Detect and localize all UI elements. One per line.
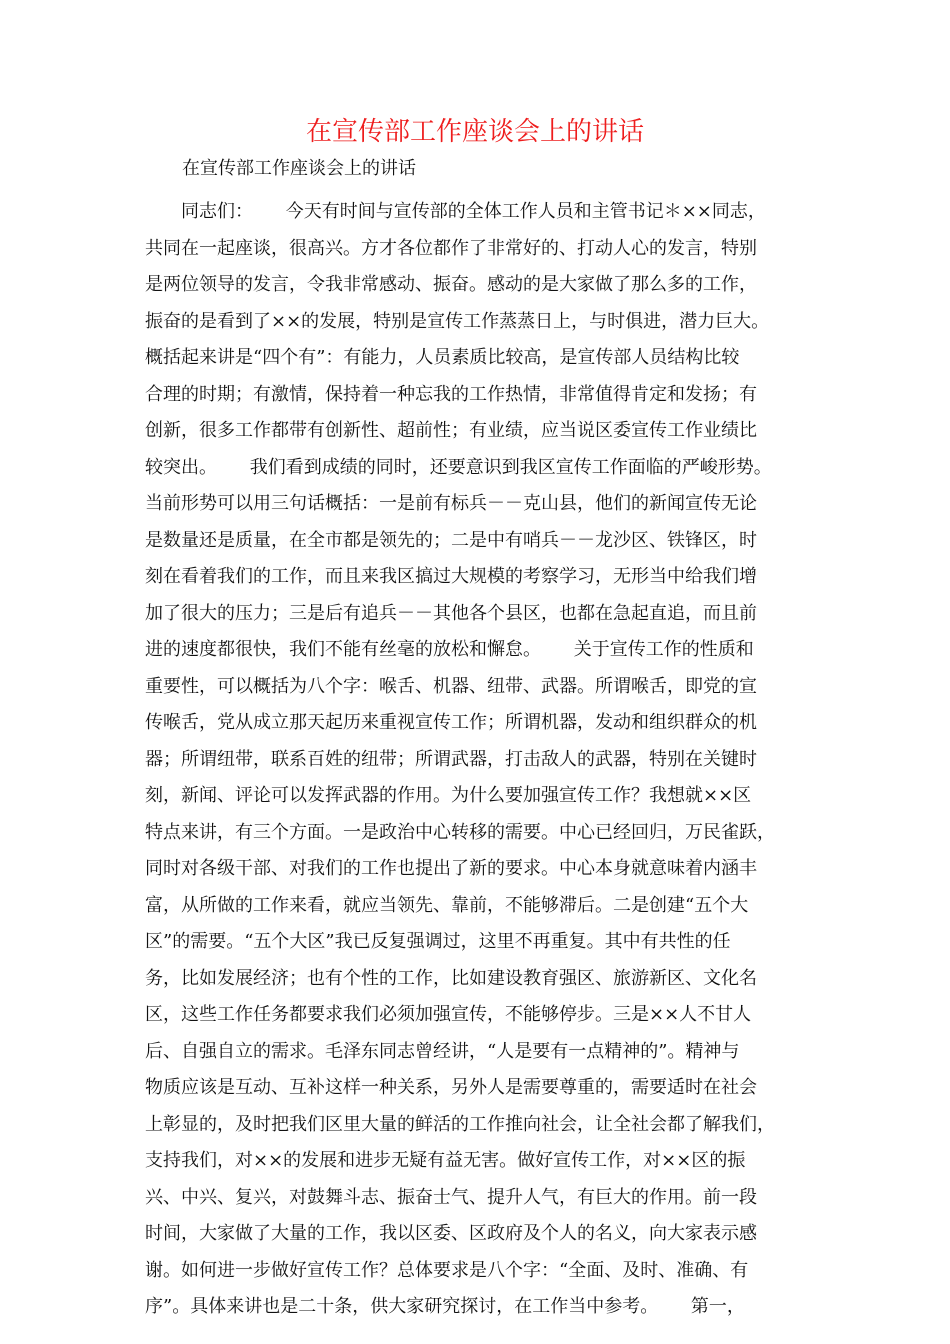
body-line: 是两位领导的发言，令我非常感动、振奋。感动的是大家做了那么多的工作， [145, 274, 757, 295]
body-line: 当前形势可以用三句话概括：一是前有标兵－－克山县，他们的新闻宣传无论 [145, 493, 757, 514]
document-subtitle: 在宣传部工作座谈会上的讲话 [182, 158, 416, 179]
body-line: 务，比如发展经济；也有个性的工作，比如建设教育强区、旅游新区、文化名 [145, 967, 757, 989]
body-line: 时间，大家做了大量的工作，我以区委、区政府及个人的名义，向大家表示感 [145, 1223, 757, 1244]
body-line: 共同在一起座谈，很高兴。方才各位都作了非常好的、打动人心的发言，特别 [145, 237, 757, 259]
body-line: 较突出。 我们看到成绩的同时，还要意识到我区宣传工作面临的严峻形势。 [145, 456, 772, 478]
body-line: 区，这些工作任务都要求我们必须加强宣传，不能够停步。三是××人不甘人 [145, 1004, 752, 1025]
body-line: 重要性，可以概括为八个字：喉舌、机器、纽带、武器。所谓喉舌，即党的宣 [145, 675, 757, 697]
body-line: 序”。具体来讲也是二十条，供大家研究探讨，在工作当中参考。 第一， [145, 1296, 745, 1317]
body-line: 刻，新闻、评论可以发挥武器的作用。为什么要加强宣传工作？我想就××区 [145, 785, 752, 806]
body-line: 特点来讲，有三个方面。一是政治中心转移的需要。中心已经回归，万民雀跃， [145, 821, 775, 843]
body-line: 支持我们，对××的发展和进步无疑有益无害。做好宣传工作，对××区的振 [145, 1150, 746, 1171]
body-line: 上彰显的，及时把我们区里大量的鲜活的工作推向社会，让全社会都了解我们， [145, 1113, 775, 1135]
document-body [145, 194, 805, 1326]
body-line: 振奋的是看到了××的发展，特别是宣传工作蒸蒸日上，与时俱进，潜力巨大。 [145, 310, 770, 332]
body-line: 是数量还是质量，在全市都是领先的；二是中有哨兵－－龙沙区、铁锋区，时 [145, 529, 757, 551]
body-line: 物质应该是互动、互补这样一种关系，另外人是需要尊重的，需要适时在社会 [145, 1077, 757, 1098]
body-line: 富，从所做的工作来看，就应当领先、靠前，不能够滞后。二是创建“五个大 [145, 894, 749, 916]
document-title: 在宣传部工作座谈会上的讲话 [305, 117, 644, 147]
body-line: 同时对各级干部、对我们的工作也提出了新的要求。中心本身就意味着内涵丰 [145, 858, 757, 879]
body-line: 概括起来讲是“四个有”：有能力，人员素质比较高，是宣传部人员结构比较 [145, 347, 740, 368]
body-line: 兴、中兴、复兴，对鼓舞斗志、振奋士气、提升人气，有巨大的作用。前一段 [145, 1186, 757, 1208]
body-line: 区”的需要。“五个大区”我已反复强调过，这里不再重复。其中有共性的任 [145, 931, 731, 952]
body-line: 加了很大的压力；三是后有追兵－－其他各个县区，也都在急起直追，而且前 [145, 602, 757, 624]
body-line: 进的速度都很快，我们不能有丝毫的放松和懈怠。 关于宣传工作的性质和 [145, 639, 754, 660]
body-line: 合理的时期；有激情，保持着一种忘我的工作热情，非常值得肯定和发扬；有 [145, 383, 757, 405]
body-line: 同志们： 今天有时间与宣传部的全体工作人员和主管书记＊××同志， [145, 201, 766, 222]
body-line: 器；所谓纽带，联系百姓的纽带；所谓武器，打击敌人的武器，特别在关键时 [145, 748, 757, 770]
body-line: 谢。如何进一步做好宣传工作？总体要求是八个字：“全面、及时、准确、有 [145, 1259, 749, 1281]
body-line: 传喉舌，党从成立那天起历来重视宣传工作；所谓机器，发动和组织群众的机 [145, 712, 757, 733]
body-line: 后、自强自立的需求。毛泽东同志曾经讲，“人是要有一点精神的”。精神与 [145, 1040, 740, 1062]
body-line: 创新，很多工作都带有创新性、超前性；有业绩，应当说区委宣传工作业绩比 [145, 420, 757, 441]
body-line: 刻在看着我们的工作，而且来我区搞过大规模的考察学习，无形当中给我们增 [145, 566, 757, 587]
